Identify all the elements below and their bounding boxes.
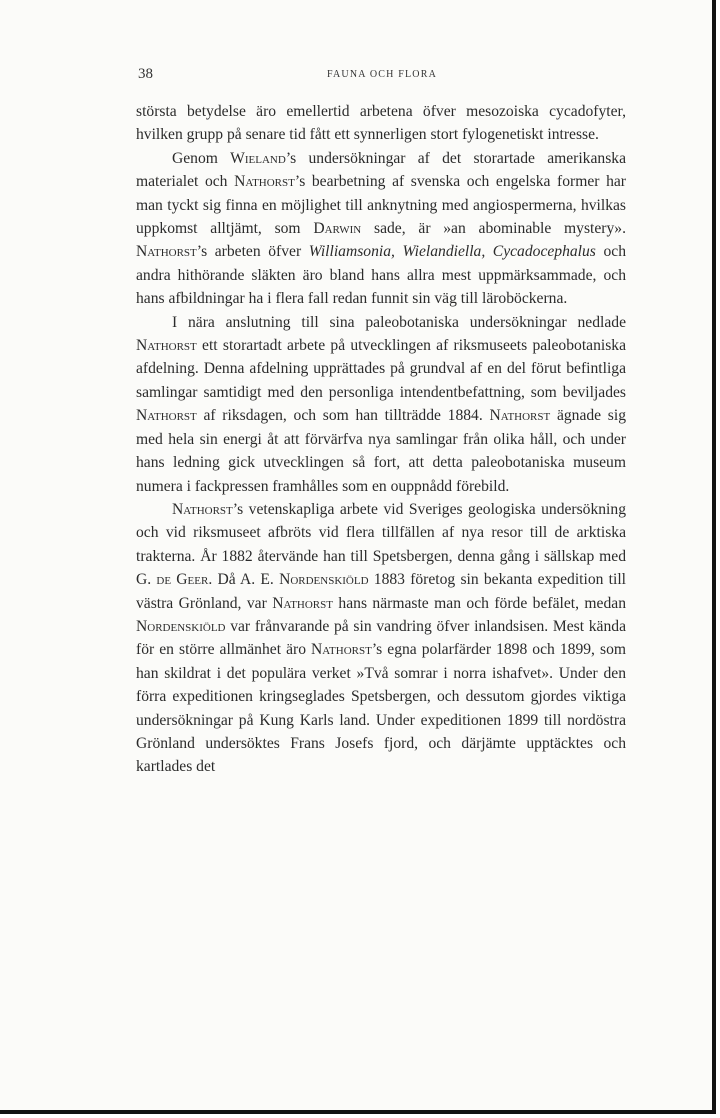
paragraph-2: Genom Wieland’s undersökningar af det storartade amerikanska materialet och Nathorst’s bearbetning af svenska och engelska former har man tyckt sig finna en möjlighet till anknytning med angiospermerna, hvilkas uppkomst alltjämt, som Darwin sade, är »an abominable mystery». Nathorst’s arbeten öfver Williamsonia, Wielandiella, Cycadocephalus och andra hithörande släkten äro bland hans allra mest uppmärksammade, och hans afbildningar ha i flera fall redan funnit sin väg till läroböckerna. bbox=[136, 149, 627, 308]
paragraph-4: Nathorst’s vetenskapliga arbete vid Sveriges geologiska undersökning och vid riksmuseet afbröts vid flera tillfällen af nya resor till de arktiska trakterna. År 1882 återvände han till Spetsbergen, denna gång i sällskap med G. de Geer. Då A. E. Nordenskiöld 1883 företog sin bekanta expedition till västra Grönland, var Nathorst hans närmaste man och förde befälet, medan Nordenskiöld var frånvarande på sin vandring öfver inlandsisen. Mest kända för en större allmänhet äro Nathorst’s egna polarfärder 1898 och 1899, som han skildrat i det populära verket »Två somrar i norra ishafvet». Under den förra expeditionen kringseglades Spetsbergen, och dessutom gjordes viktiga undersökningar på Kung Karls land. Under expeditionen 1899 till nordöstra Grönland undersöktes Frans Josefs fjord, och därjämte upptäcktes och kartlades det bbox=[136, 500, 626, 776]
name-nathorst: Nathorst bbox=[489, 407, 551, 425]
name-darwin: Darwin bbox=[313, 220, 362, 238]
name-nathorst: Nathorst bbox=[136, 243, 197, 261]
name-de-geer: de Geer bbox=[156, 571, 209, 589]
name-nordenskiold: Nordenskiöld bbox=[136, 617, 226, 635]
name-nathorst: Nathorst bbox=[234, 173, 295, 191]
paragraph-3: I nära anslutning till sina paleobotaniska undersökningar nedlade Nathorst ett storartadt arbete på utvecklingen af riksmuseets paleobotaniska afdelning. Denna afdelning upprättades på grundval af en del förut befintliga samlingar samtidigt med den personliga intendentbefattning, som beviljades Nathorst af riksdagen, och som han tillträdde 1884. Nathorst ägnade sig med hela sin energi åt att förvärfva nya samlingar från olika håll, och under hans ledning gick utvecklingen så fort, att detta paleobotaniska museum numera i fackpressen framhålles som en ouppnådd förebild. bbox=[136, 313, 626, 495]
page-header bbox=[138, 66, 626, 86]
genera-names: Williamsonia, Wielandiella, Cycadocephalus bbox=[308, 243, 596, 261]
paragraph-1: största betydelse äro emellertid arbetena öfver mesozoiska cycadofyter, hvilken grupp på senare tid fått ett synnerligen stort fylogenetiskt intresse. bbox=[136, 103, 626, 144]
name-nordenskiold: Nordenskiöld bbox=[279, 571, 369, 589]
name-nathorst: Nathorst bbox=[172, 500, 233, 518]
page-number: 38 bbox=[138, 66, 153, 82]
name-nathorst: Nathorst bbox=[272, 594, 333, 612]
name-nathorst: Nathorst bbox=[311, 641, 372, 659]
name-nathorst: Nathorst bbox=[136, 337, 197, 355]
body-text bbox=[136, 100, 626, 779]
name-nathorst: Nathorst bbox=[136, 407, 197, 425]
name-wieland: Wieland bbox=[230, 149, 286, 167]
running-title: FAUNA OCH FLORA bbox=[326, 69, 438, 80]
